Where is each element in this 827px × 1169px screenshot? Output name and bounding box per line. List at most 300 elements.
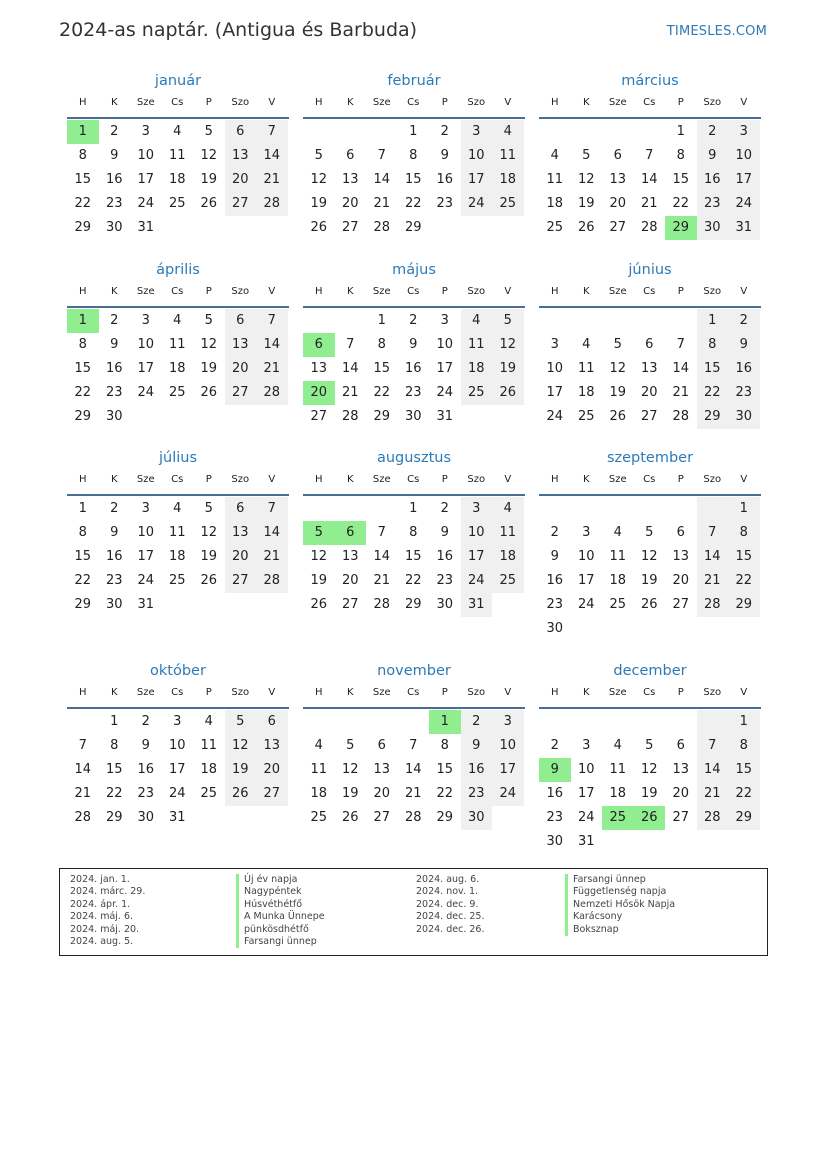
weekday-label: K [582, 474, 590, 485]
month-7 [303, 450, 525, 632]
day-cell: 18 [310, 786, 328, 801]
month-name: május [392, 262, 436, 278]
day-cell: 27 [341, 220, 359, 235]
day-cell: 19 [310, 196, 328, 211]
weekday-label: Cs [643, 286, 656, 297]
day-cell: 12 [640, 549, 658, 564]
day-cell: 1 [409, 501, 418, 516]
day-cell: 27 [341, 597, 359, 612]
day-empty [225, 806, 257, 830]
holiday-name: Farsangi ünnep [236, 936, 325, 948]
day-cell: 1 [676, 124, 685, 139]
day-cell: 21 [373, 573, 391, 588]
day-cell: 18 [609, 573, 627, 588]
header-rule [539, 306, 761, 308]
day-cell: 23 [546, 810, 564, 825]
day-cell: 3 [141, 313, 150, 328]
day-cell: 20 [341, 196, 359, 211]
day-empty [335, 497, 367, 521]
day-cell: 15 [728, 758, 760, 782]
day-empty [634, 497, 666, 521]
day-cell: 5 [582, 148, 591, 163]
day-empty [335, 710, 367, 734]
day-cell: 5 [314, 148, 323, 163]
weekday-header [539, 286, 761, 302]
day-grid [539, 710, 761, 854]
day-cell: 12 [200, 148, 218, 163]
weekday-label: K [110, 97, 118, 108]
weekday-label: Cs [171, 286, 184, 297]
day-cell: 13 [609, 172, 627, 187]
header-rule [67, 494, 289, 496]
day-cell: 13 [672, 549, 690, 564]
weekday-label: V [268, 97, 276, 108]
day-cell: 26 [225, 782, 257, 806]
day-cell: 31 [168, 810, 186, 825]
weekday-label: H [550, 97, 559, 108]
day-cell: 23 [728, 381, 760, 405]
weekday-label: Cs [643, 474, 656, 485]
day-cell: 17 [137, 172, 155, 187]
day-empty [461, 216, 493, 240]
weekday-label: Cs [643, 97, 656, 108]
day-cell: 29 [105, 810, 123, 825]
day-empty [303, 497, 335, 521]
day-cell: 12 [492, 333, 524, 357]
day-cell: 2 [550, 525, 559, 540]
day-cell: 3 [582, 738, 591, 753]
day-cell: 29 [728, 806, 760, 830]
day-cell: 2 [461, 710, 493, 734]
day-cell: 22 [373, 385, 391, 400]
day-cell: 30 [137, 810, 155, 825]
day-cell: 15 [436, 762, 454, 777]
day-cell: 27 [640, 409, 658, 424]
day-cell: 24 [577, 810, 595, 825]
day-cell: 6 [645, 337, 654, 352]
weekday-label: Cs [407, 474, 420, 485]
day-cell: 1 [67, 120, 99, 144]
day-empty [162, 216, 194, 240]
day-cell: 23 [105, 573, 123, 588]
day-cell: 9 [550, 549, 559, 564]
weekday-label: Szo [467, 97, 486, 108]
day-cell: 4 [582, 337, 591, 352]
day-cell: 3 [141, 501, 150, 516]
holiday-name: Farsangi ünnep [565, 874, 675, 886]
weekday-label: Szo [231, 97, 250, 108]
day-cell: 5 [204, 124, 213, 139]
day-cell: 6 [613, 148, 622, 163]
weekday-label: H [550, 474, 559, 485]
day-cell: 6 [225, 309, 257, 333]
day-grid [303, 710, 525, 830]
day-cell: 12 [310, 549, 328, 564]
day-cell: 12 [200, 337, 218, 352]
day-cell: 17 [137, 549, 155, 564]
day-cell: 26 [310, 597, 328, 612]
day-cell: 16 [436, 172, 454, 187]
day-cell: 11 [546, 172, 564, 187]
day-cell: 3 [461, 120, 493, 144]
day-cell: 28 [341, 409, 359, 424]
day-cell: 28 [373, 220, 391, 235]
day-cell: 27 [609, 220, 627, 235]
day-cell: 8 [676, 148, 685, 163]
day-cell: 3 [582, 525, 591, 540]
day-cell: 22 [105, 786, 123, 801]
month-name: november [377, 663, 451, 679]
day-cell: 4 [173, 313, 182, 328]
day-cell: 14 [373, 172, 391, 187]
day-cell: 14 [672, 361, 690, 376]
day-cell: 28 [640, 220, 658, 235]
day-empty [697, 617, 729, 641]
weekday-label: P [677, 286, 684, 297]
month-name: január [154, 73, 202, 89]
day-cell: 16 [404, 361, 422, 376]
day-cell: 20 [640, 385, 658, 400]
day-cell: 15 [74, 172, 92, 187]
weekday-label: Cs [407, 687, 420, 698]
day-empty [429, 216, 461, 240]
day-cell: 15 [404, 172, 422, 187]
weekday-label: K [582, 97, 590, 108]
holiday-date: 2024. jan. 1. [70, 874, 130, 885]
day-empty [366, 710, 398, 734]
day-cell: 19 [640, 573, 658, 588]
month-name: június [628, 262, 672, 278]
day-cell: 23 [137, 786, 155, 801]
day-cell: 29 [404, 220, 422, 235]
weekday-label: V [268, 286, 276, 297]
weekday-label: H [314, 687, 323, 698]
day-cell: 30 [546, 834, 564, 849]
day-empty [225, 593, 257, 617]
day-cell: 21 [74, 786, 92, 801]
day-cell: 15 [74, 361, 92, 376]
day-cell: 18 [609, 786, 627, 801]
month-4 [303, 262, 525, 444]
month-11 [539, 663, 761, 849]
day-cell: 13 [341, 172, 359, 187]
day-cell: 1 [728, 710, 760, 734]
day-cell: 6 [225, 497, 257, 521]
day-cell: 23 [436, 196, 454, 211]
day-cell: 15 [697, 357, 729, 381]
header-rule [67, 117, 289, 119]
day-cell: 14 [697, 758, 729, 782]
day-cell: 24 [546, 409, 564, 424]
day-cell: 1 [728, 497, 760, 521]
day-cell: 7 [409, 738, 418, 753]
day-cell: 11 [168, 337, 186, 352]
day-cell: 12 [609, 361, 627, 376]
day-cell: 26 [634, 806, 666, 830]
day-cell: 20 [609, 196, 627, 211]
day-cell: 30 [105, 597, 123, 612]
day-empty [697, 710, 729, 734]
day-empty [162, 593, 194, 617]
day-cell: 25 [200, 786, 218, 801]
day-cell: 3 [440, 313, 449, 328]
day-cell: 29 [404, 597, 422, 612]
header-rule [67, 707, 289, 709]
day-cell: 14 [256, 144, 288, 168]
day-cell: 11 [461, 333, 493, 357]
weekday-label: Szo [467, 286, 486, 297]
day-grid [303, 309, 525, 429]
weekday-label: V [740, 687, 748, 698]
day-cell: 8 [409, 148, 418, 163]
day-cell: 27 [256, 782, 288, 806]
holiday-names-right [565, 874, 675, 936]
day-empty [67, 710, 99, 734]
day-cell: 10 [168, 738, 186, 753]
day-cell: 8 [409, 525, 418, 540]
day-cell: 16 [105, 172, 123, 187]
day-cell: 10 [461, 521, 493, 545]
weekday-header [539, 474, 761, 490]
day-empty [665, 617, 697, 641]
day-cell: 12 [225, 734, 257, 758]
day-empty [492, 806, 524, 830]
day-cell: 28 [672, 409, 690, 424]
day-cell: 10 [137, 337, 155, 352]
day-cell: 1 [429, 710, 461, 734]
day-cell: 26 [200, 196, 218, 211]
weekday-label: H [78, 474, 87, 485]
day-cell: 17 [436, 361, 454, 376]
day-cell: 2 [440, 501, 449, 516]
day-empty [634, 120, 666, 144]
day-grid [67, 710, 289, 830]
day-cell: 11 [609, 549, 627, 564]
day-cell: 1 [110, 714, 119, 729]
day-cell: 13 [256, 734, 288, 758]
weekday-label: V [740, 286, 748, 297]
day-cell: 1 [377, 313, 386, 328]
day-cell: 14 [373, 549, 391, 564]
day-cell: 13 [225, 521, 257, 545]
day-empty [634, 309, 666, 333]
day-cell: 9 [141, 738, 150, 753]
weekday-label: V [504, 474, 512, 485]
weekday-header [67, 687, 289, 703]
day-cell: 30 [105, 220, 123, 235]
day-empty [539, 309, 571, 333]
day-cell: 20 [373, 786, 391, 801]
day-grid [303, 497, 525, 617]
weekday-label: K [110, 474, 118, 485]
month-2 [539, 73, 761, 255]
holiday-name: Függetlenség napja [565, 886, 675, 898]
day-cell: 13 [225, 333, 257, 357]
day-cell: 26 [341, 810, 359, 825]
day-cell: 11 [168, 525, 186, 540]
weekday-label: Szo [703, 474, 722, 485]
weekday-label: H [78, 97, 87, 108]
weekday-label: Cs [171, 474, 184, 485]
day-cell: 22 [404, 196, 422, 211]
month-9 [67, 663, 289, 845]
day-cell: 2 [141, 714, 150, 729]
day-cell: 30 [404, 409, 422, 424]
day-cell: 17 [461, 545, 493, 569]
holiday-name: Nemzeti Hősök Napja [565, 899, 675, 911]
day-cell: 7 [645, 148, 654, 163]
weekday-label: Sze [136, 474, 155, 485]
day-cell: 10 [137, 525, 155, 540]
day-cell: 24 [492, 782, 524, 806]
day-cell: 23 [546, 597, 564, 612]
day-empty [225, 216, 257, 240]
day-cell: 26 [640, 597, 658, 612]
day-cell: 27 [310, 409, 328, 424]
day-cell: 29 [665, 216, 697, 240]
day-cell: 15 [672, 172, 690, 187]
day-cell: 10 [492, 734, 524, 758]
day-empty [539, 497, 571, 521]
day-cell: 21 [256, 357, 288, 381]
day-cell: 20 [672, 786, 690, 801]
day-cell: 20 [341, 573, 359, 588]
weekday-label: K [346, 97, 354, 108]
day-cell: 27 [225, 381, 257, 405]
holiday-date: 2024. aug. 5. [70, 935, 134, 947]
day-cell: 22 [672, 196, 690, 211]
day-cell: 24 [577, 597, 595, 612]
weekday-header [539, 687, 761, 703]
weekday-label: Szo [231, 474, 250, 485]
weekday-label: K [110, 687, 118, 698]
day-cell: 7 [377, 148, 386, 163]
weekday-label: Cs [643, 687, 656, 698]
day-grid [539, 309, 761, 429]
day-cell: 5 [204, 501, 213, 516]
day-cell: 3 [141, 124, 150, 139]
day-cell: 1 [67, 309, 99, 333]
holiday-list [59, 868, 768, 956]
brand-link[interactable]: TIMESLES.COM [666, 24, 767, 39]
header-rule [539, 117, 761, 119]
day-cell: 11 [492, 144, 524, 168]
day-cell: 19 [492, 357, 524, 381]
holiday-date: 2024. aug. 6. [416, 874, 480, 885]
day-cell: 12 [200, 525, 218, 540]
day-cell: 10 [728, 144, 760, 168]
day-cell: 25 [310, 810, 328, 825]
day-empty [335, 309, 367, 333]
day-cell: 14 [697, 545, 729, 569]
day-cell: 26 [310, 220, 328, 235]
day-empty [366, 120, 398, 144]
holiday-date: 2024. máj. 6. [70, 911, 134, 923]
month-name: szeptember [606, 450, 694, 466]
day-cell: 31 [728, 216, 760, 240]
day-cell: 17 [168, 762, 186, 777]
day-cell: 2 [697, 120, 729, 144]
day-cell: 30 [105, 409, 123, 424]
day-cell: 18 [168, 172, 186, 187]
day-cell: 11 [310, 762, 328, 777]
day-cell: 25 [602, 806, 634, 830]
day-empty [366, 497, 398, 521]
holiday-name: Karácsony [565, 911, 675, 923]
day-cell: 17 [492, 758, 524, 782]
day-cell: 5 [645, 738, 654, 753]
day-cell: 9 [697, 144, 729, 168]
header-rule [539, 707, 761, 709]
month-name: április [156, 262, 200, 278]
weekday-header [67, 286, 289, 302]
holiday-name: Boksznap [565, 924, 675, 936]
day-cell: 29 [373, 409, 391, 424]
day-cell: 12 [640, 762, 658, 777]
month-name: július [158, 450, 198, 466]
day-empty [571, 710, 603, 734]
day-empty [602, 120, 634, 144]
weekday-label: P [441, 97, 448, 108]
day-cell: 26 [200, 573, 218, 588]
weekday-label: P [205, 687, 212, 698]
weekday-header [67, 97, 289, 113]
day-cell: 8 [110, 738, 119, 753]
day-cell: 31 [461, 593, 493, 617]
weekday-label: P [441, 474, 448, 485]
day-cell: 10 [546, 361, 564, 376]
weekday-label: Sze [136, 687, 155, 698]
day-cell: 9 [110, 337, 119, 352]
day-cell: 15 [74, 549, 92, 564]
day-grid [67, 497, 289, 617]
day-cell: 26 [492, 381, 524, 405]
day-cell: 24 [461, 569, 493, 593]
day-cell: 6 [225, 120, 257, 144]
day-cell: 18 [168, 549, 186, 564]
weekday-label: V [740, 97, 748, 108]
day-cell: 17 [577, 786, 595, 801]
month-8 [539, 450, 761, 636]
day-cell: 4 [204, 714, 213, 729]
header-rule [539, 494, 761, 496]
day-cell: 17 [546, 385, 564, 400]
day-cell: 18 [461, 357, 493, 381]
day-cell: 30 [461, 806, 493, 830]
holiday-date: 2024. dec. 9. [416, 898, 479, 910]
day-cell: 8 [377, 337, 386, 352]
day-cell: 25 [492, 192, 524, 216]
weekday-label: Szo [231, 687, 250, 698]
day-cell: 7 [697, 734, 729, 758]
day-empty [602, 710, 634, 734]
weekday-label: H [550, 286, 559, 297]
weekday-header [303, 474, 525, 490]
day-empty [335, 120, 367, 144]
day-cell: 14 [74, 762, 92, 777]
header-rule [303, 494, 525, 496]
weekday-label: P [441, 687, 448, 698]
day-cell: 13 [640, 361, 658, 376]
day-empty [398, 710, 430, 734]
day-cell: 14 [640, 172, 658, 187]
day-cell: 5 [204, 313, 213, 328]
weekday-header [67, 474, 289, 490]
day-cell: 28 [256, 381, 288, 405]
day-cell: 12 [577, 172, 595, 187]
holiday-date: 2024. nov. 1. [416, 886, 479, 898]
header-rule [67, 306, 289, 308]
